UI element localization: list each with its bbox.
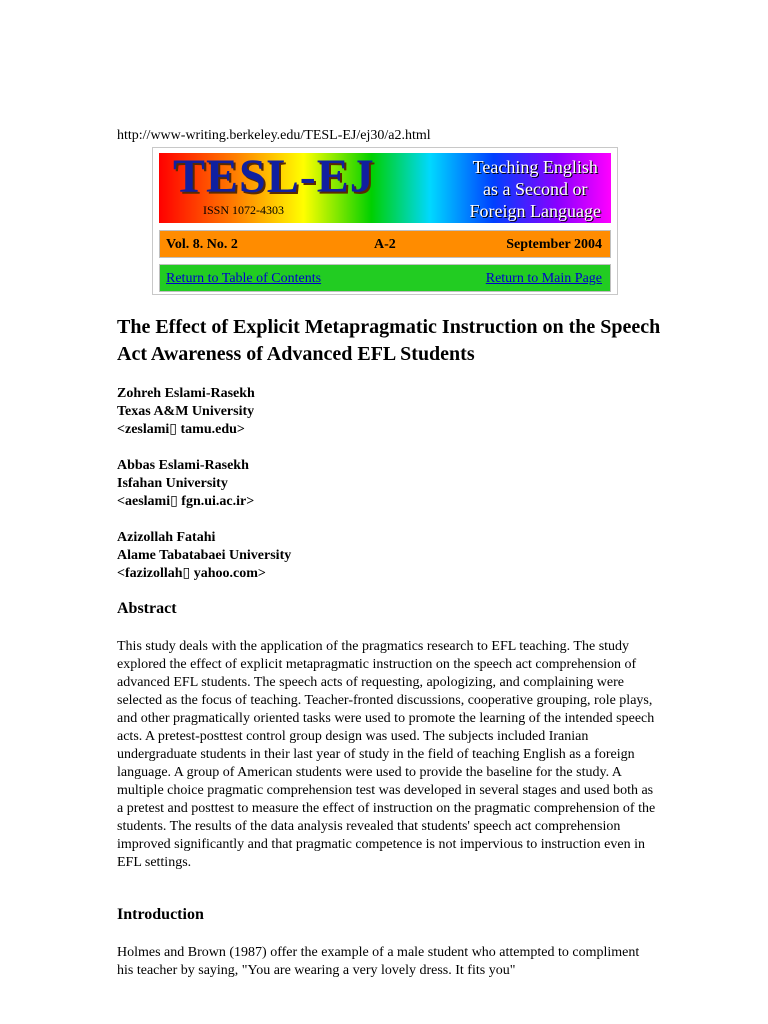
tagline-line: Teaching English [472,157,598,177]
introduction-text: Holmes and Brown (1987) offer the example of a male student who attempted to compliment his teacher by saying, "You are wearing a very lovely dress. It fits you" [117,945,640,978]
author-block [117,385,291,439]
issue-date: September 2004 [506,237,602,252]
author-name: Azizollah Fatahi [117,530,216,545]
author-list [117,385,291,601]
toc-link[interactable]: Return to Table of Contents [166,271,322,286]
abstract-heading: Abstract [117,600,177,617]
volume-label: Vol. 8. No. 2 [166,237,238,252]
author-name: Abbas Eslami-Rasekh [117,458,249,473]
tagline-line: as a Second or [483,179,588,199]
article-number: A-2 [374,237,396,252]
introduction-heading: Introduction [117,906,204,923]
author-name: Zohreh Eslami-Rasekh [117,386,255,401]
author-block [117,457,291,511]
author-affiliation: Isfahan University [117,476,228,491]
volume-bar [159,230,611,258]
tagline [470,156,601,222]
author-email: <zeslami▯ tamu.edu> [117,422,245,437]
author-email: <fazizollah▯ yahoo.com> [117,566,266,581]
main-page-link[interactable]: Return to Main Page [485,271,602,286]
author-affiliation: Texas A&M University [117,404,255,419]
tesl-ej-banner [159,153,611,223]
masthead [152,147,618,295]
author-affiliation: Alame Tabatabaei University [117,548,292,563]
article-title: The Effect of Explicit Metapragmatic Instruction on the Speech Act Awareness of Advanced EFL Students [117,316,661,365]
nav-bar [159,264,611,292]
issn-label: ISSN 1072-4303 [203,203,285,217]
tesl-ej-logo: TESL-EJ [173,153,375,203]
page-url: http://www-writing.berkeley.edu/TESL-EJ/ej30/a2.html [117,128,431,143]
tagline-line: Foreign Language [469,201,601,221]
abstract-text: This study deals with the application of the pragmatics research to EFL teaching. The study explored the effect of explicit metapragmatic instruction on the speech act comprehension of advanced EFL students. The speech acts of requesting, apologizing, and complaining were selected as the focus of teaching. Teacher-fronted discussions, cooperative grouping, role plays, and other pragmatically oriented tasks were used to promote the learning of the intended speech acts. A pretest-posttest control group design was used. The subjects included Iranian undergraduate students in their last year of study in the field of teaching English as a foreign language. A group of American students were used to provide the baseline for the study. A multiple choice pragmatic comprehension test was developed in several stages and used both as a pretest and posttest to measure the effect of instruction on the pragmatic comprehension of the students. The results of the data analysis revealed that students' speech act comprehension improved significantly and that pragmatic competence is not impervious to instruction even in EFL settings. [117,639,656,870]
author-email: <aeslami▯ fgn.ui.ac.ir> [117,494,255,509]
author-block [117,529,291,583]
